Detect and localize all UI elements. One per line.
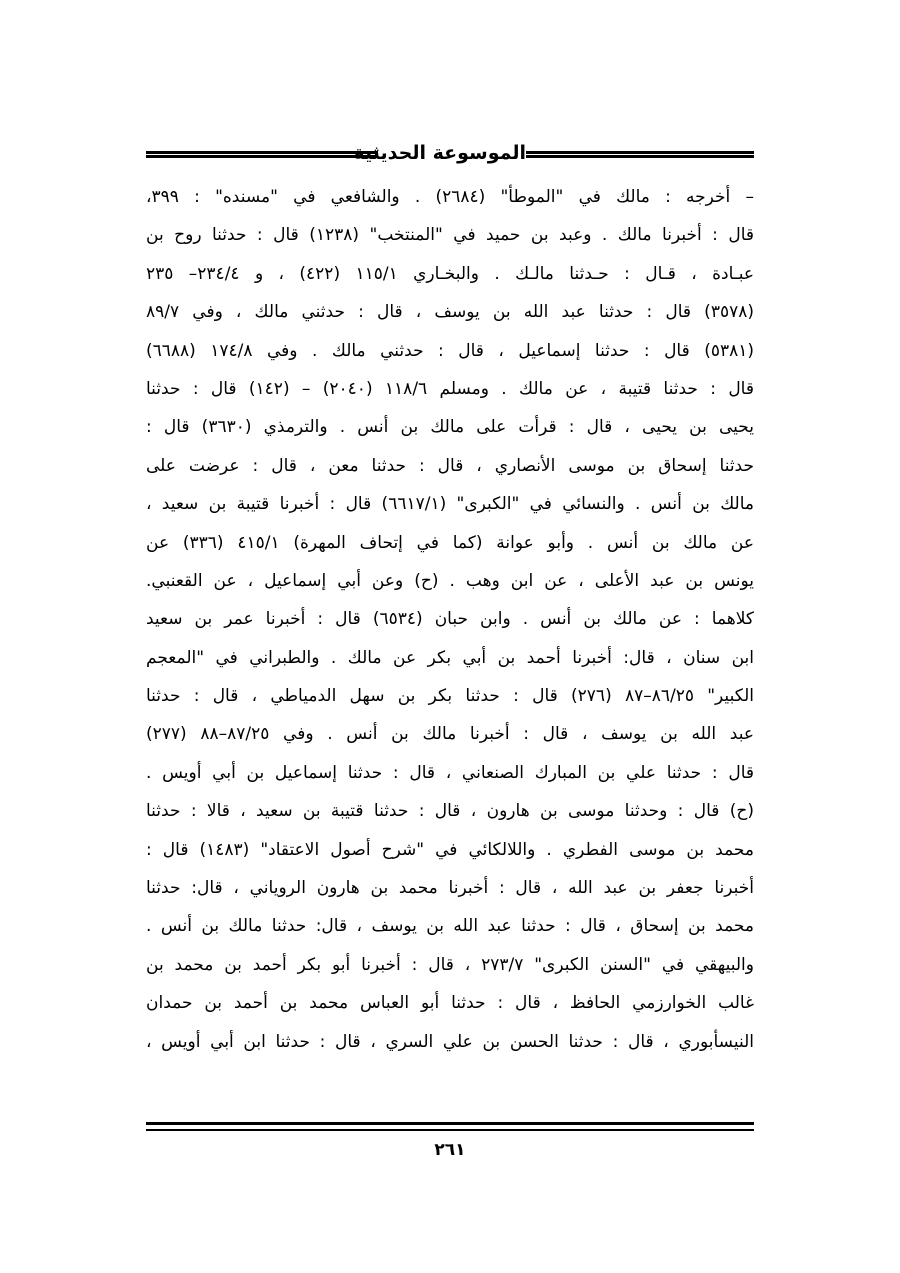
text-line: الكبير" ٨٦/٢٥–٨٧ (٢٧٦) قال : حدثنا بكر بن سهل الدمياطي ، قال : حدثنا — [146, 686, 754, 707]
text-line: النيسأبوري ، قال : حدثنا الحسن بن علي السري ، قال : حدثنا ابن أبي أويس ، — [146, 1031, 754, 1052]
text-line: (ح) قال : وحدثنا موسى بن هارون ، قال : حدثنا قتيبة بن سعيد ، قالا : حدثنا — [146, 801, 754, 822]
text-line: عبد الله بن يوسف ، قال : أخبرنا مالك بن أنس . وفي ٨٧/٢٥–٨٨ (٢٧٧) — [146, 724, 754, 745]
text-line: حدثنا إسحاق بن موسى الأنصاري ، قال : حدثنا معن ، قال : عرضت على — [146, 455, 754, 476]
text-line: يحيى بن يحيى ، قال : قرأت على مالك بن أنس . والترمذي (٣٦٣٠) قال : — [146, 417, 754, 438]
page-title: الموسوعة الحديثية — [353, 142, 526, 164]
text-line: يونس بن عبد الأعلى ، عن ابن وهب . (ح) وعن أبي إسماعيل ، عن القعنبي. — [146, 570, 754, 591]
text-line: مالك بن أنس . والنسائي في "الكبرى" (٦٦١٧/١) قال : أخبرنا قتيبة بن سعيد ، — [146, 494, 754, 515]
text-line: عبـادة ، قـال : حـدثنا مالـك . والبخـاري ١١٥/١ (٤٢٢) ، و ٢٣٤/٤– ٢٣٥ — [146, 263, 754, 284]
header-rule-left — [146, 151, 378, 158]
body-text — [146, 178, 754, 1061]
text-line: قال : حدثنا علي بن المبارك الصنعاني ، قال : حدثنا إسماعيل بن أبي أويس . — [146, 762, 754, 783]
footer-rule — [146, 1122, 754, 1131]
text-line: محمد بن إسحاق ، قال : حدثنا عبد الله بن يوسف ، قال: حدثنا مالك بن أنس . — [146, 916, 754, 937]
text-line: ابن سنان ، قال: أخبرنا أحمد بن أبي بكر عن مالك . والطبراني في "المعجم — [146, 647, 754, 668]
text-line: محمد بن موسى الفطري . واللالكائي في "شرح أصول الاعتقاد" (١٤٨٣) قال : — [146, 839, 754, 860]
text-line: غالب الخوارزمي الحافظ ، قال : حدثنا أبو العباس محمد بن أحمد بن حمدان — [146, 993, 754, 1014]
text-line: – أخرجه : مالك في "الموطأ" (٢٦٨٤) . والشافعي في "مسنده" : ٣٩٩، — [146, 187, 754, 207]
text-line: قال : أخبرنا مالك . وعبد بن حميد في "المنتخب" (١٢٣٨) قال : حدثنا روح بن — [146, 225, 754, 246]
text-line: قال : حدثنا قتيبة ، عن مالك . ومسلم ١١٨/٦ (٢٠٤٠) – (١٤٢) قال : حدثنا — [146, 378, 754, 399]
text-line: (٥٣٨١) قال : حدثنا إسماعيل ، قال : حدثني مالك . وفي ١٧٤/٨ (٦٦٨٨) — [146, 340, 754, 361]
text-line: والبيهقي في "السنن الكبرى" ٢٧٣/٧ ، قال : أخبرنا أبو بكر أحمد بن محمد بن — [146, 954, 754, 975]
page-number: ٢٦١ — [434, 1140, 466, 1160]
page-header — [146, 140, 754, 170]
text-line: (٣٥٧٨) قال : حدثنا عبد الله بن يوسف ، قال : حدثني مالك ، وفي ٨٩/٧ — [146, 302, 754, 323]
text-line: عن مالك بن أنس . وأبو عوانة (كما في إتحاف المهرة) ٤١٥/١ (٣٣٦) عن — [146, 532, 754, 553]
text-line: كلاهما : عن مالك بن أنس . وابن حبان (٦٥٣٤) قال : أخبرنا عمر بن سعيد — [146, 609, 754, 630]
header-rule-right — [526, 151, 754, 158]
text-line: أخبرنا جعفر بن عبد الله ، قال : أخبرنا محمد بن هارون الروياني ، قال: حدثنا — [146, 878, 754, 899]
